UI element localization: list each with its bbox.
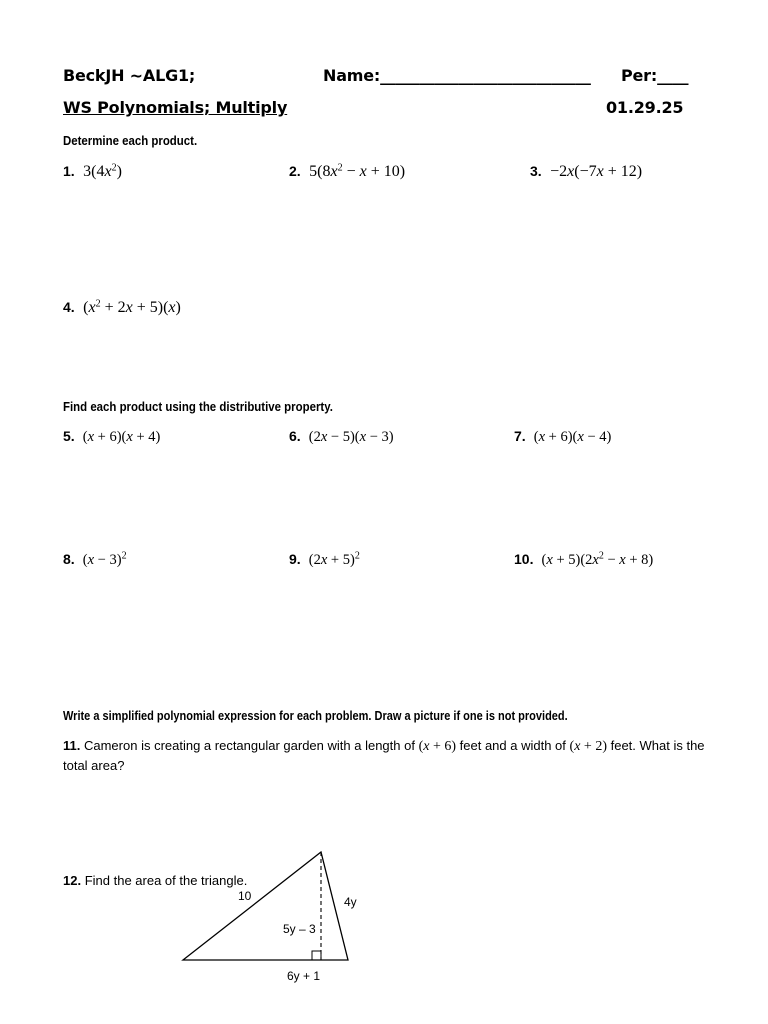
- garden-width-expression: (x + 2): [569, 739, 607, 754]
- problem-11-text-d: total area?: [63, 758, 125, 773]
- problem-expression: $(x + 5)(2x^2 - x + 8)$: [537, 550, 654, 568]
- problem-number: 3.: [530, 163, 542, 179]
- problem-11-text-b: feet and a width of: [459, 738, 566, 753]
- problem-number: 5.: [63, 428, 75, 444]
- problem-number: 12.: [63, 873, 82, 888]
- problem-expression: $3(4x^2)$: [79, 162, 122, 180]
- side-right-label: 4y: [344, 895, 357, 909]
- problem-expression: (x + 6)(x − 4): [530, 429, 612, 445]
- problem-11-text-c: feet. What is the: [610, 738, 705, 753]
- right-angle-marker: [312, 951, 321, 960]
- problem-number: 11.: [63, 738, 81, 753]
- problem-number: 6.: [289, 428, 301, 444]
- garden-length-expression: (x + 6): [418, 739, 457, 754]
- problem-number: 2.: [289, 163, 301, 179]
- problem-3: [530, 163, 642, 181]
- problem-number: 9.: [289, 551, 301, 567]
- problem-4: [63, 299, 181, 317]
- problem-expression: $(x^2 + 2x + 5)(x)$: [79, 298, 181, 316]
- problem-2: [289, 163, 405, 181]
- problem-10: [514, 551, 653, 569]
- height-label: 5y – 3: [283, 922, 316, 936]
- section-heading-determine: Determine each product.: [63, 133, 198, 148]
- section-heading-distributive: Find each product using the distributive property.: [63, 399, 333, 414]
- problem-7: [514, 428, 611, 446]
- problem-expression: $5(8x^2 - x + 10)$: [305, 162, 406, 180]
- worksheet-date: 01.29.25: [606, 98, 684, 117]
- base-label: 6y + 1: [287, 969, 321, 983]
- section-heading-word-problems: Write a simplified polynomial expression for each problem. Draw a picture if one is not provided.: [63, 709, 568, 723]
- problem-expression: $(x - 3)^2$: [79, 550, 127, 568]
- problem-12: [63, 871, 247, 890]
- problem-1: [63, 163, 122, 181]
- problem-expression: −2x(−7x + 12): [546, 163, 643, 180]
- problem-6: [289, 428, 394, 446]
- side-left-label: 10: [238, 889, 252, 903]
- problem-12-text: Find the area of the triangle.: [84, 873, 248, 888]
- period-field-label: Per:____: [621, 66, 689, 85]
- problem-9: [289, 551, 360, 569]
- problem-expression: (2x − 5)(x − 3): [305, 429, 394, 445]
- problem-number: 1.: [63, 163, 75, 179]
- problem-5: [63, 428, 160, 446]
- problem-expression: $(2x + 5)^2$: [305, 550, 360, 568]
- problem-number: 10.: [514, 551, 534, 567]
- problem-number: 7.: [514, 428, 526, 444]
- problem-11-text-a: Cameron is creating a rectangular garden with a length of: [83, 738, 415, 753]
- class-id: BeckJH ~ALG1;: [63, 66, 196, 85]
- problem-number: 8.: [63, 551, 75, 567]
- problem-expression: (x + 6)(x + 4): [79, 429, 161, 445]
- triangle-outline: [183, 852, 348, 960]
- worksheet-title: WS Polynomials; Multiply: [63, 98, 288, 117]
- problem-11: [63, 736, 705, 775]
- problem-8: [63, 551, 127, 569]
- problem-number: 4.: [63, 299, 75, 315]
- name-field-label: Name:___________________________: [323, 66, 591, 85]
